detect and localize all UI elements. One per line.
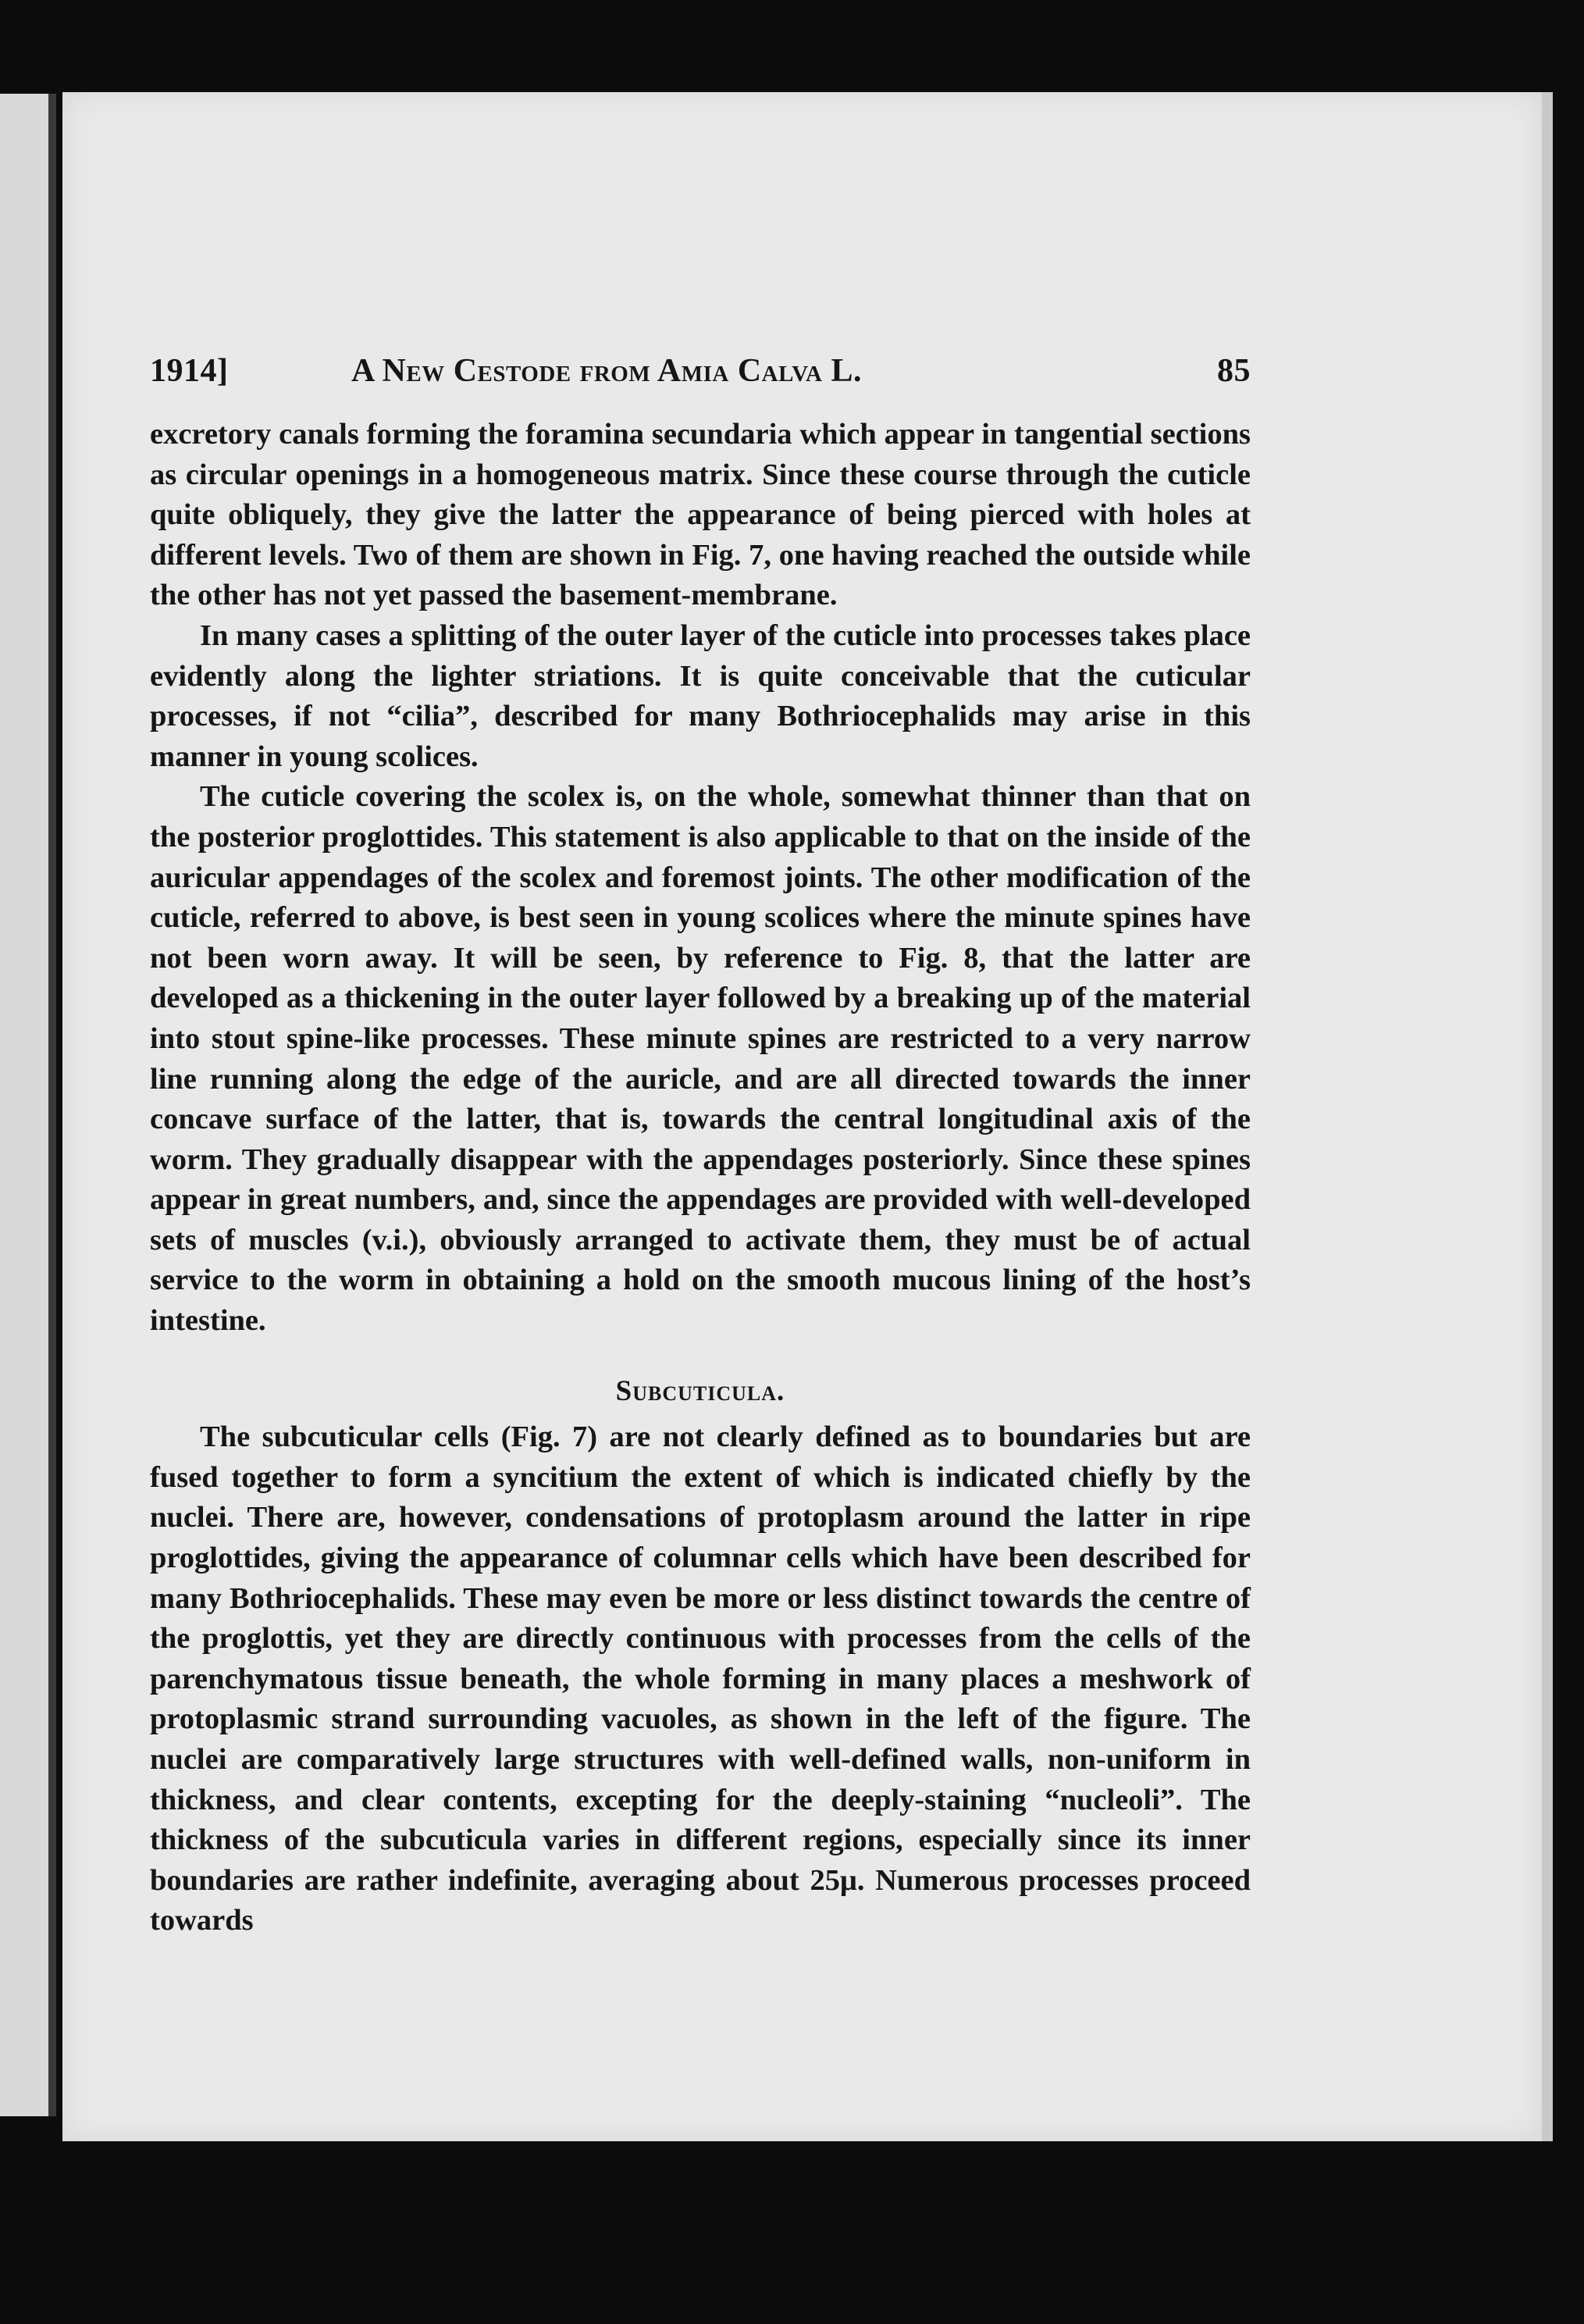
paragraph: In many cases a splitting of the outer layer of the cuticle into processes takes place evidently along the lighter striations. It is quite conceivable that the cuticular processes, if not “cilia”, described for many Bothriocephalids may arise in this manner in young scolices. [150,618,1251,773]
paragraphs-before-heading [150,415,1251,1342]
paragraph: excretory canals forming the foramina secundaria which appear in tangential sections as circular openings in a homogeneous matrix. Since these course through the cuticle quite obliquely, they give the latter the appearance of being pierced with holes at different levels. Two of them are shown in Fig. 7, one having reached the outside while the other has not yet passed the basement-membrane. [150,418,1251,612]
body-text [150,415,1251,1941]
header-year: 1914] [150,353,229,389]
page-number: 85 [1217,353,1251,389]
page-content [150,352,1251,1941]
paragraph: The cuticle covering the scolex is, on the whole, somewhat thinner than that on the posterior proglottides. This statement is also applicable to that on the inside of the auricular appendages of the scolex and foremost joints. The other modification of the cuticle, referred to above, is best seen in young scolices where the minute spines have not been worn away. It will be seen, by reference to Fig. 8, that the latter are developed as a thickening in the outer layer followed by a breaking up of the material into stout spine-like processes. These minute spines are restricted to a very narrow line running along the edge of the auricle, and are all directed towards the inner concave surface of the latter, that is, towards the central longitudinal axis of the worm. They gradually disappear with the appendages posteriorly. Since these spines appear in great numbers, and, since the appendages are provided with well-developed sets of muscles (v.i.), obviously arranged to activate them, they must be of actual service to the worm in obtaining a hold on the smooth mucous lining of the host’s intestine. [150,780,1251,1338]
header-title: A New Cestode from Amia Calva L. [351,353,862,389]
adjacent-page-edge [0,94,56,2116]
document-page [62,92,1553,2141]
paragraph: The subcuticular cells (Fig. 7) are not clearly defined as to boundaries but are fused together to form a syncitium the extent of which is indicated chiefly by the nuclei. There are, however, condensations of protoplasm around the latter in ripe proglottides, giving the appearance of columnar cells which have been described for many Bothriocephalids. These may even be more or less distinct towards the centre of the proglottis, yet they are directly continuous with processes from the cells of the parenchymatous tissue beneath, the whole forming in many places a meshwork of protoplasmic strand surrounding vacuoles, as shown in the left of the figure. The nuclei are comparatively large structures with well-defined walls, non-uniform in thickness, and clear contents, excepting for the deeply-staining “nucleoli”. The thickness of the subcuticula varies in different regions, especially since its inner boundaries are rather indefinite, averaging about 25μ. Numerous processes proceed towards [150,1420,1251,1937]
paragraphs-after-heading [150,1417,1251,1941]
running-header [150,352,1251,399]
section-heading: Subcuticula. [615,1374,785,1407]
